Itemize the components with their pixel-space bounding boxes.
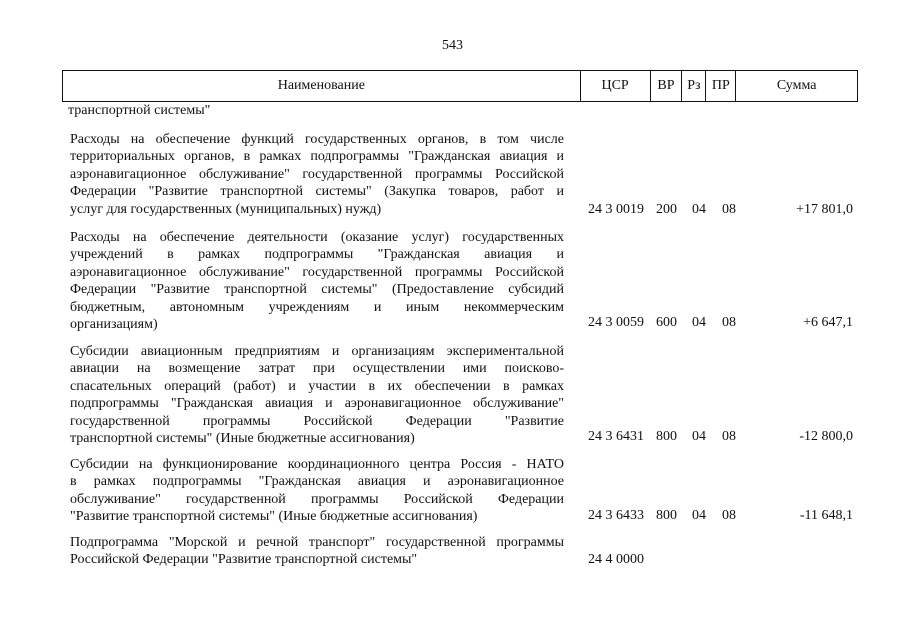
- row-rz: 04: [692, 429, 706, 444]
- description-line: авиации на возмещение затрат при осуществлении ими поисково-: [70, 361, 564, 377]
- row-sum: -12 800,0: [799, 429, 853, 444]
- description-line: бюджетным, автономным учреждениям и иным некоммерческим: [70, 299, 564, 315]
- header-name: Наименование: [277, 78, 365, 93]
- table-header: [62, 70, 858, 102]
- row-sum: +6 647,1: [803, 315, 853, 330]
- row-rz: 04: [692, 315, 706, 330]
- description-line: обслуживание" государственной программы Российской Федерации: [70, 491, 564, 507]
- description-line: территориальных органов, в рамках подпрограммы "Гражданская авиация и: [70, 149, 564, 165]
- row-vr: 800: [656, 508, 677, 523]
- row-csr: 24 3 6431: [588, 429, 644, 444]
- row-pr: 08: [722, 315, 736, 330]
- row-csr: 24 4 0000: [588, 552, 644, 567]
- row-description: [70, 534, 564, 569]
- description-line: Субсидии авиационным предприятиям и организациям экспериментальной: [70, 344, 564, 359]
- description-line: Расходы на обеспечение деятельности (оказание услуг) государственных: [70, 230, 564, 245]
- row-pr: 08: [722, 429, 736, 444]
- header-sum: Сумма: [735, 71, 857, 101]
- continuation-text: транспортной системы": [68, 103, 211, 118]
- description-line: "Развитие транспортной системы" (Иные бюджетные ассигнования): [70, 509, 478, 525]
- description-line: в рамках подпрограммы "Гражданская авиация и аэронавигационное: [70, 474, 564, 490]
- header-pr: ПР: [705, 71, 735, 101]
- description-line: аэронавигационное обслуживание" государственной программы Российской: [70, 264, 564, 280]
- description-line: учреждений в рамках подпрограммы "Гражданская авиация и: [70, 247, 564, 263]
- header-vr: ВР: [650, 71, 682, 101]
- page-number: 543: [442, 38, 463, 53]
- description-line: государственной программы Российской Федерации "Развитие: [70, 413, 564, 429]
- row-description: [70, 131, 564, 218]
- row-csr: 24 3 6433: [588, 508, 644, 523]
- row-vr: 800: [656, 429, 677, 444]
- row-sum: -11 648,1: [799, 508, 853, 523]
- row-rz: 04: [692, 202, 706, 217]
- row-vr: 600: [656, 315, 677, 330]
- row-description: [70, 343, 564, 447]
- row-csr: 24 3 0019: [588, 202, 644, 217]
- description-line: Федерации "Развитие транспортной системы" (Предоставление субсидий: [70, 282, 564, 298]
- description-line: транспортной системы" (Иные бюджетные ассигнования): [70, 430, 415, 446]
- description-line: подпрограммы "Гражданская авиация и аэронавигационное обслуживание": [70, 396, 564, 412]
- row-description: [70, 456, 564, 526]
- row-vr: 200: [656, 202, 677, 217]
- row-csr: 24 3 0059: [588, 315, 644, 330]
- description-line: Российской Федерации "Развитие транспортной системы": [70, 552, 418, 568]
- row-pr: 08: [722, 508, 736, 523]
- header-csr: ЦСР: [580, 71, 650, 101]
- description-line: Подпрограмма "Морской и речной транспорт" государственной программы: [70, 535, 564, 550]
- row-sum: +17 801,0: [796, 202, 853, 217]
- description-line: аэронавигационное обслуживание" государственной программы Российской: [70, 166, 564, 182]
- description-line: Расходы на обеспечение функций государственных органов, в том числе: [70, 132, 564, 147]
- row-rz: 04: [692, 508, 706, 523]
- row-description: [70, 229, 564, 333]
- header-rz: Рз: [681, 71, 705, 101]
- description-line: услуг для государственных (муниципальных) нужд): [70, 201, 382, 217]
- row-pr: 08: [722, 202, 736, 217]
- description-line: организациям): [70, 316, 158, 332]
- description-line: Субсидии на функционирование координационного центра Россия - НАТО: [70, 457, 564, 472]
- description-line: Федерации "Развитие транспортной системы" (Закупка товаров, работ и: [70, 184, 564, 200]
- description-line: спасательных операций (работ) и участии в их обеспечении в рамках: [70, 378, 564, 394]
